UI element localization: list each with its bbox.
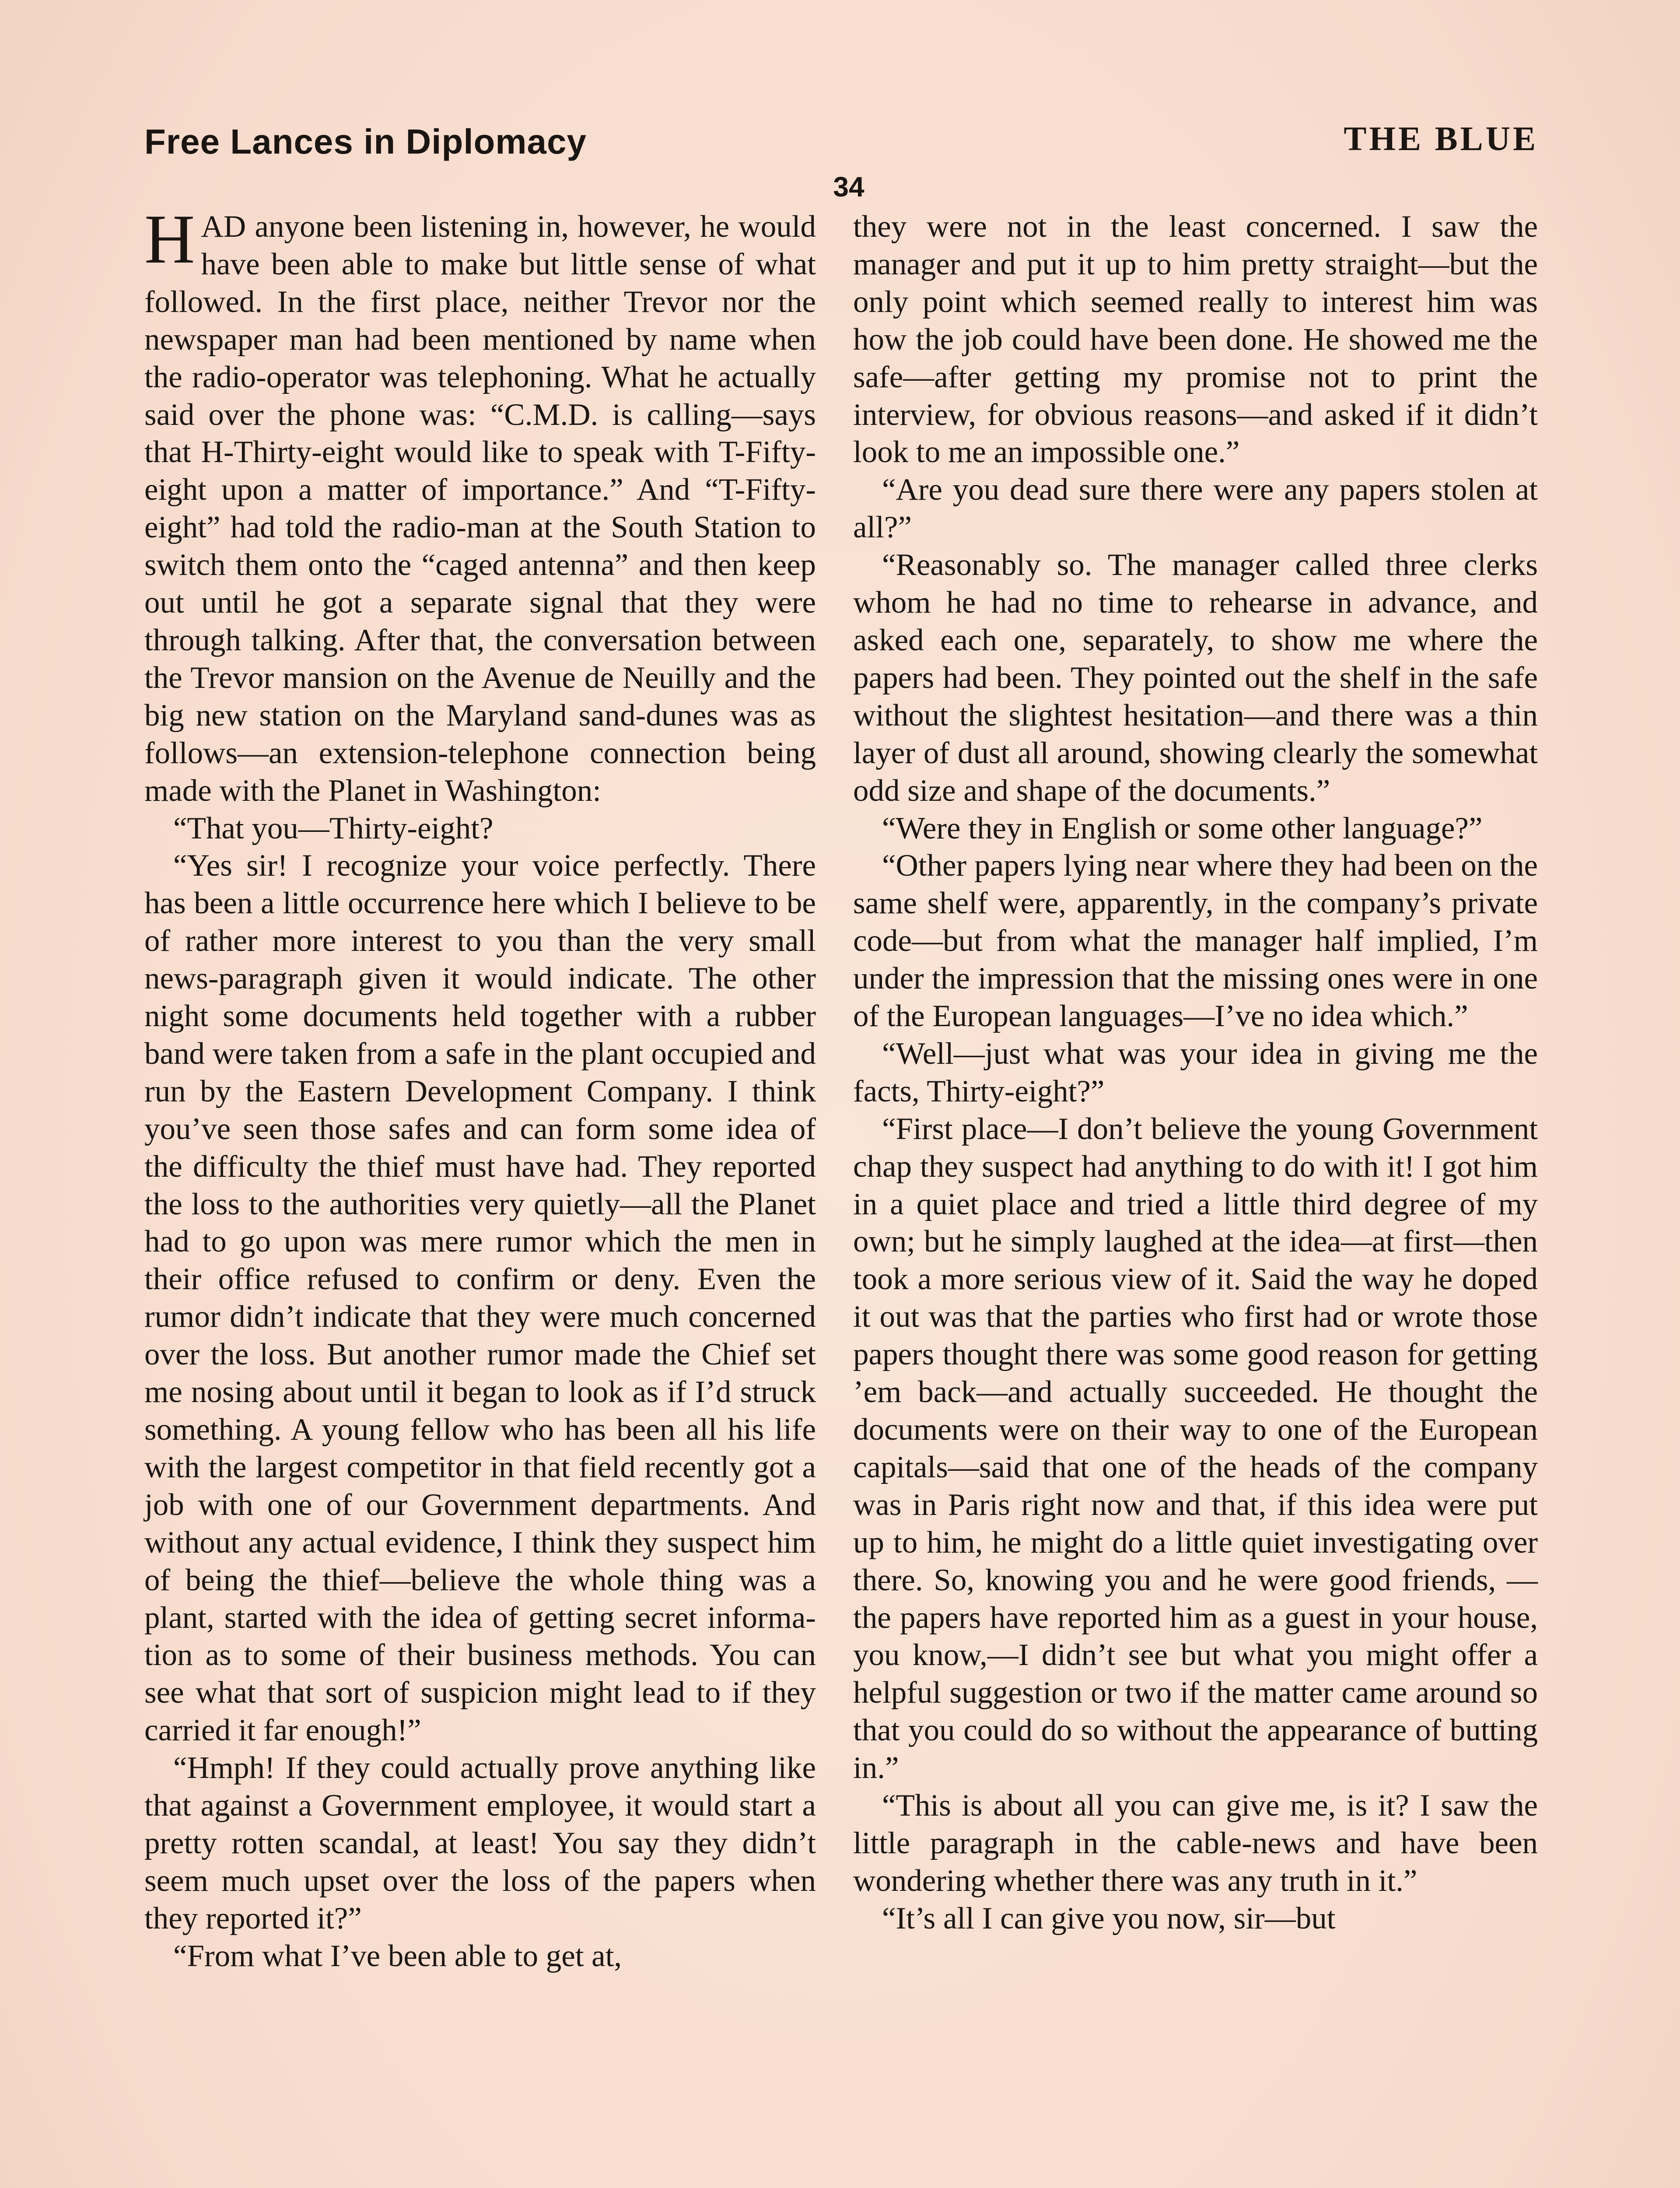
paragraph-5: “From what I’ve been able to get at, [173, 1939, 622, 1973]
paragraph-9: “Were they in English or some other language?” [882, 811, 1483, 845]
magazine-name: THE BLUE [1344, 119, 1538, 158]
page-number: 34 [833, 171, 864, 203]
paragraph-text: AD anyone been listening in, however, he would have been able to make but little sense of what followed. In the first place, neither Trevor nor the newspaper man had been mentioned by name when the radio-operator was telephoning. What he actually said over the phone was: “C.M.D. is calling—says that H-Thirty-eight would like to speak with T-Fifty-eight upon a matter of importance.” And “T-Fifty-eight” had told the radio-man at the South Station to switch them onto the “caged antenna” and then keep out until he got a separate signal that they were through talking. After that, the conversation between the Trevor mansion on the Avenue de Neuilly and the big new station on the Maryland sand-dunes was as follows—an extension-telephone connection being made with the Planet in Washington: [144, 210, 816, 808]
paragraph-13: “This is about all you can give me, is it? I saw the little paragraph in the cable-news and have been wondering whether there was any truth in it.” [853, 1788, 1538, 1898]
paragraph-11: “Well—just what was your idea in giving me the facts, Thirty-eight?” [853, 1036, 1538, 1108]
paragraph-14: “It’s all I can give you now, sir—but [882, 1901, 1336, 1936]
paragraph-12: “First place—I don’t believe the young Government chap they suspect had anything to do with it! I got him in a quiet place and tried a little third degree of my own; but he simply laughed at the idea—at first—then took a more serious view of it. Said the way he doped it out was that the parties who first had or wrote those papers thought there was some good reason for getting ’em back—and actually succeeded. He thought the documents were on their way to one of the European capitals—said that one of the heads of the company was in Paris right now and that, if this idea were put up to him, he might do a little quiet investigating over there. So, knowing you and he were good friends, —the papers have reported him as a guest in your house, you know,—I didn’t see but what you might offer a helpful suggestion or two if the matter came around so that you could do so without the appearance of butting in.” [853, 1112, 1538, 1785]
paragraph-1 [144, 200, 816, 810]
paragraph-4: “Hmph! If they could actually prove anything like that against a Government employee, it would start a pretty rotten scandal, at least! You say they didn’t seem much upset over the loss of the papers when they reported it?” [144, 1751, 816, 1936]
paragraph-3: “Yes sir! I recognize your voice perfectly. There has been a little occurrence here which I believe to be of rather more interest to you than the very small news-paragraph given it would indicate. The other night some documents held together with a rubber band were taken from a safe in the plant occupied and run by the Eastern Development Company. I think you’ve seen those safes and can form some idea of the difficulty the thief must have had. They reported the loss to the authorities very quietly—all the Planet had to go upon was mere rumor which the men in their office refused to confirm or deny. Even the rumor didn’t indicate that they were much concerned over the loss. But another rumor made the Chief set me nosing about until it began to look as if I’d struck something. A young fellow who has been all his life with the largest competitor in that field recently got a job with one of our Government departments. And without any actual evidence, I think they suspect him of being the thief—believe the whole thing was a plant, started with the idea of getting secret information as to some of their business methods. You can see what that sort of suspicion might lead to if they carried it far enough!” [144, 849, 816, 1748]
paragraph-8: “Reasonably so. The manager called three clerks whom he had no time to rehearse in advance, and asked each one, separately, to show me where the papers had been. They pointed out the shelf in the safe without the slightest hesitation—and there was a thin layer of dust all around, showing clearly the somewhat odd size and shape of the documents.” [853, 548, 1538, 808]
drop-cap: H [144, 200, 195, 278]
paragraph-2: “That you—Thirty-eight? [173, 811, 494, 845]
paragraph-6: they were not in the least concerned. I saw the manager and put it up to him pretty straight—but the only point which seemed really to interest him was how the job could have been done. He showed me the safe—after getting my promise not to print the interview, for obvious reasons—and asked if it didn’t look to me an impossible one.” [853, 210, 1538, 470]
story-title: Free Lances in Diplomacy [144, 122, 587, 161]
paragraph-10: “Other papers lying near where they had been on the same shelf were, apparently, in the company’s private code—but from what the manager half implied, I’m under the impression that the missing ones were in one of the European languages—I’ve no idea which.” [853, 849, 1538, 1034]
right-column [853, 208, 1538, 1938]
paragraph-7: “Are you dead sure there were any papers stolen at all?” [853, 473, 1538, 545]
left-column [144, 200, 816, 1975]
